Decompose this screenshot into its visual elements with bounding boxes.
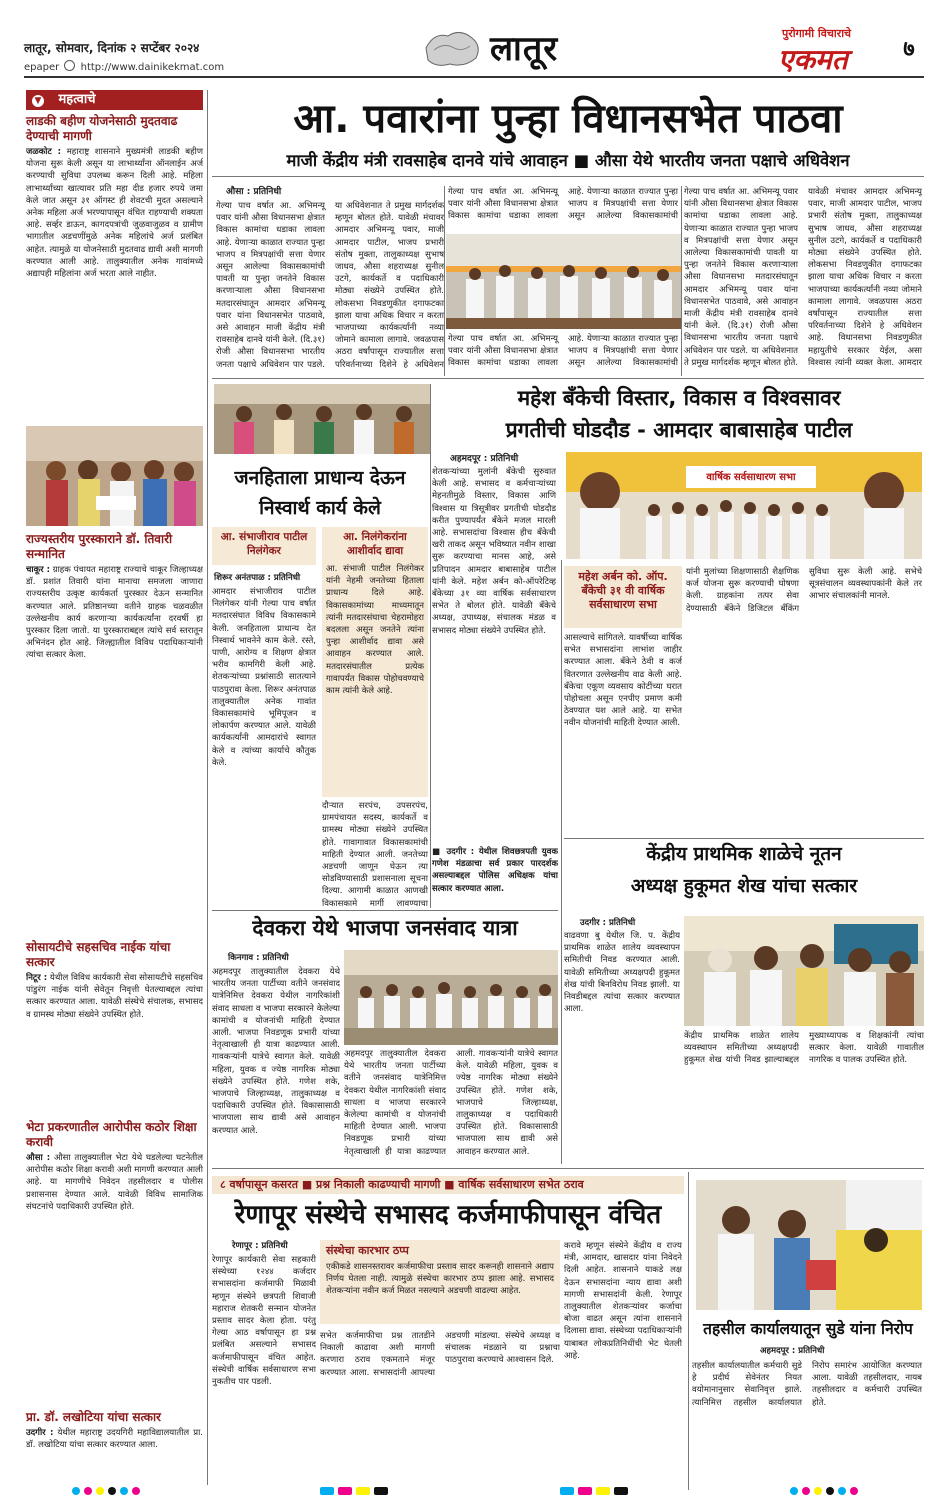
- lead-headline: आ. पवारांना पुन्हा विधानसभेत पाठवा: [293, 96, 843, 142]
- dateline: लातूर, सोमवार, दिनांक २ सप्टेंबर २०२४: [24, 41, 200, 55]
- renapur-body-text-2: सभेत कर्जमाफीचा प्रश्न तातडीने निकाली काढावा अशी मागणी करणारा ठराव एकमताने मंजूर करण्यात आला. सभासदांनी आपल्या अडचणी मांडल्या. संस्थेचे अध्यक्ष व संचालक मंडळाने या प्रश्नाचा पाठपुरावा करण्याचे आश्वासन दिले.: [320, 1331, 560, 1378]
- janahit-box-1-title: आ. संभाजीराव पाटील निलंगेकर: [220, 531, 308, 557]
- janahit-note: [432, 846, 558, 908]
- sidebar-header-label: महत्वाचे: [58, 92, 96, 107]
- lead-subheadline: माजी केंद्रीय मंत्री रावसाहेब दानवे यांचे आवाहन ■ औसा येथे भारतीय जनता पक्षाचे अधिवेशन: [286, 151, 850, 170]
- sidebar-story-1: [26, 114, 203, 431]
- renapur-body-text-3: रेणापूर तालुक्यातील शेतकऱ्यांवर कर्जाचा बोजा वाढत असून त्यांना शासनाने दिलासा द्यावा. संस्थेच्या पदाधिकाऱ्यांनी याबाबत लोकप्रतिनिधींची भेट घेतली आहे.: [564, 1289, 682, 1361]
- renapur-byline: रेणापूर : प्रतिनिधी: [232, 1241, 288, 1251]
- sidebar-story-5: [26, 1410, 203, 1477]
- sidebar-story-title: भेटा प्रकरणातील आरोपीस कठोर शिक्षा करावी: [26, 1120, 197, 1149]
- sidebar: [26, 90, 203, 1485]
- chevron-down-icon: ▼: [32, 95, 44, 107]
- epaper-row: [24, 60, 224, 73]
- bank-body-text-3: यांनी मुलांच्या शिक्षणासाठी शैक्षणिक कर्ज योजना सुरू करण्याची घोषणा केली. ग्राहकांना तत्पर सेवा देण्यासाठी बँकेने डिजिटल बँकिंग सुविधा सुरू केली आहे. सभेचे सूत्रसंचालन व्यवस्थापकांनी केले तर आभार संचालकांनी मानले.: [686, 567, 922, 614]
- shala-body-2: [684, 1030, 924, 1162]
- deokara-body-2: [344, 1048, 558, 1162]
- masthead: [0, 0, 945, 80]
- renapur-body-text-4: करावे म्हणून संस्थेने केंद्रीय व राज्य मंत्री, आमदार, खासदार यांना निवेदने दिली आहेत. शासनाने याकडे लक्ष देऊन सभासदांना न्याय द्यावा अशी मागणी सभासदांनी केली.: [564, 1241, 682, 1300]
- lead-photo: [446, 234, 682, 329]
- column-rule: [688, 1172, 689, 1490]
- sidebar-story-2: [26, 532, 203, 849]
- sidebar-body-text: औसा तालुक्यातील भेटा येथे घडलेल्या घटनेतील आरोपीस कठोर शिक्षा करावी अशी मागणी करण्यात आली आहे. या मागणीचे निवेदन तहसीलदार व पोलीस प्रशासनास देण्यात आले. यावेळी विविध सामाजिक संघटनांचे पदाधिकारी उपस्थित होते.: [26, 1153, 203, 1212]
- sidebar-dateline: औसा :: [26, 1153, 51, 1163]
- epaper-label: epaper: [24, 62, 60, 73]
- globe-icon: [64, 60, 75, 71]
- deokara-photo: [344, 950, 558, 1045]
- bank-side-label-text: महेश अर्बन को. ऑप. बँकेची ३१ वी वार्षिक सर्वसाधारण सभा: [578, 570, 668, 611]
- shala-headline-2: अध्यक्ष हुकूमत शेख यांचा सत्कार: [630, 875, 858, 897]
- janahit-body-2: [322, 800, 428, 908]
- janahit-note-text: ■ उदगीर : येथील शिवछत्रपती युवक गणेश मंडळाचा सर्व प्रकार पारदर्शक असल्याबद्दल पोलिस अधिक्षक यांचा सत्कार करण्यात आला.: [432, 847, 558, 894]
- tagline: पुरोगामी विचाराचे: [782, 27, 852, 40]
- sidebar-dateline: जळकोट :: [26, 147, 62, 157]
- nirop-body-text: तहसील कार्यालयातील कर्मचारी सुडे हे प्रदीर्घ सेवेनंतर नियत वयोमानानुसार सेवानिवृत्त झाले. त्यानिमित्त तहसील कार्यालयात निरोप समारंभ आयोजित करण्यात आला. यावेळी तहसीलदार, नायब तहसीलदार व कर्मचारी उपस्थित होते.: [692, 1361, 922, 1408]
- janahit-body-1: [212, 586, 316, 908]
- section-rule: [564, 838, 924, 839]
- janahit-headline-1: जनहिताला प्राधान्य देऊन: [234, 467, 406, 489]
- bank-headline-2: प्रगतीची घोडदौड - आमदार बाबासाहेब पाटील: [505, 418, 853, 442]
- renapur-kicker: [212, 1176, 684, 1194]
- bank-headline-1: महेश बँकेची विस्तार, विकास व विश्वसावर: [517, 386, 841, 410]
- janahit-box-2-title: आ. निलंगेकरांना आशीर्वाद द्यावा: [343, 531, 407, 557]
- shala-body-1: [564, 930, 680, 1162]
- janahit-box-1: [212, 527, 316, 565]
- deokara-body-text-1: अहमदपूर तालुक्यातील देवकरा येथे भारतीय जनता पार्टीच्या वतीने जनसंवाद यात्रेनिमित्त देवकरा येथील नागरिकांशी संवाद साधला व भाजपा सरकारने केलेल्या कामांची व योजनांची माहिती देण्यात आली. भाजपा निवडणूक प्रभारी यांच्या नेतृत्वाखाली ही यात्रा काढण्यात आली. गावकऱ्यांनी यात्रेचे स्वागत केले. यावेळी महिला, युवक व ज्येष्ठ नागरिक मोठ्या संख्येने उपस्थित होते. गणेश शके, भाजपाचे जिल्हाध्यक्ष, तालुकाध्यक्ष व पदाधिकारी उपस्थित होते. विकासासाठी भाजपाला साथ द्यावी असे आवाहन करण्यात आले.: [212, 967, 340, 1136]
- city-map-icon: [420, 26, 484, 70]
- page-number: ७: [903, 37, 915, 62]
- sidebar-story-body: [26, 564, 203, 849]
- renapur-kicker-text: ८ वर्षापासून कसरत ■ प्रश्न निकाली काढण्याची मागणी ■ वार्षिक सर्वसाधारण सभेत ठराव: [220, 1178, 584, 1191]
- sidebar-photo: [26, 426, 203, 526]
- deokara-body-text-2: अहमदपूर तालुक्यातील देवकरा येथे भारतीय जनता पार्टीच्या वतीने जनसंवाद यात्रेनिमित्त देवकरा येथील नागरिकांशी संवाद साधला व भाजपा सरकारने केलेल्या कामांची व योजनांची माहिती देण्यात आली. भाजपा निवडणूक प्रभारी यांच्या नेतृत्वाखाली ही यात्रा काढण्यात आली. गावकऱ्यांनी यात्रेचे स्वागत केले. यावेळी महिला, युवक व ज्येष्ठ नागरिक मोठ्या संख्येने उपस्थित होते. गणेश शके, भाजपाचे जिल्हाध्यक्ष, तालुकाध्यक्ष व पदाधिकारी उपस्थित होते. विकासासाठी भाजपाला साथ द्यावी असे आवाहन करण्यात आले.: [344, 1049, 558, 1157]
- renapur-body-2: [320, 1330, 560, 1490]
- sidebar-body-text: येथील विविध कार्यकारी सेवा सोसायटीचे सहसचिव पांडुरंग नाईक यांनी सेवेतून निवृत्ती घेतल्याबद्दल त्यांचा सत्कार करण्यात आला. यावेळी संस्थेचे संचालक, सभासद व ग्रामस्थ मोठ्या संख्येने उपस्थित होते.: [26, 973, 203, 1020]
- deokara-body-1: [212, 966, 340, 1162]
- janahit-byline: शिरूर अनंतपाळ : प्रतिनिधी: [214, 573, 301, 583]
- shala-body-text-2: केंद्रीय प्राथमिक शाळेत शालेय व्यवस्थापन समितीच्या अध्यक्षपदी हुकूमत शेख यांची निवड झाल्याबद्दल मुख्याध्यापक व शिक्षकांनी त्यांचा सत्कार केला. यावेळी गावातील नागरिक व पालक उपस्थित होते.: [684, 1031, 924, 1066]
- sidebar-body-text: येथील महाराष्ट्र उदयगिरी महाविद्यालयातील प्रा. डॉ. लखोटिया यांचा सत्कार करण्यात आला.: [26, 1428, 203, 1451]
- lead-body-col-2: [448, 186, 678, 232]
- registration-marks-center: [320, 1487, 388, 1495]
- column-rule: [444, 186, 445, 376]
- city-name: लातूर: [490, 29, 559, 69]
- nirop-byline: अहमदपूर : प्रतिनिधी: [760, 1346, 825, 1356]
- column-rule: [430, 384, 431, 908]
- bank-body-text-2: आसल्याचे सांगितले. यावर्षीच्या वार्षिक सभेत सभासदांना लाभांश जाहीर करण्यात आला. बँकेने ठेवी व कर्ज वितरणात उल्लेखनीय वाढ केली आहे. बँकेचा एकूण व्यवसाय कोटींच्या घरात पोहोचला असून एनपीए प्रमाण कमी ठेवण्यात यश आले आहे. या सभेत नवीन योजनांची माहिती देण्यात आली.: [564, 633, 682, 729]
- janahit-box-2: [322, 527, 428, 797]
- bank-banner-text: वार्षिक सर्वसाधारण सभा: [706, 472, 796, 483]
- sidebar-story-title: लाडकी बहीण योजनेसाठी मुदतवाढ देण्याची मागणी: [26, 114, 178, 143]
- sidebar-story-title: प्रा. डॉ. लखोटिया यांचा सत्कार: [26, 1410, 161, 1424]
- janahit-headline-2: निस्वार्थ कार्य केले: [259, 497, 381, 519]
- sidebar-dateline: उदगीर :: [26, 1428, 54, 1438]
- lead-byline: औसा : प्रतिनिधी: [226, 187, 282, 197]
- deokara-headline: देवकरा येथे भाजपा जनसंवाद यात्रा: [252, 916, 518, 940]
- deokara-byline: किनगाव : प्रतिनिधी: [228, 953, 289, 963]
- nirop-body: [692, 1360, 922, 1490]
- sidebar-dateline: चाकूर :: [26, 565, 51, 575]
- section-rule: [212, 378, 924, 379]
- sidebar-body-text: महाराष्ट्र शासनाने मुख्यमंत्री लाडकी बहीण योजना सुरू केली असून या लाभार्थ्यांना ऑनलाईन अर्ज करण्याची सुविधा उपलब्ध करून दिली आहे. महिला लाभार्थ्यांच्या खात्यावर प्रति महा दीड हजार रुपये जमा केले जात असून ३१ ऑगस्ट ही शेवटची मुदत असल्याने अनेक महिला अर्ज भरण्यापासून वंचित राहण्याची शक्यता आहे. सर्व्हर डाऊन, कागदपत्रांची जुळवाजुळव व ग्रामीण भागातील अडचणींमुळे अनेक महिलांचे अर्ज प्रलंबित आहेत. त्यामुळे या योजनेसाठी मुदतवाढ द्यावी अशी मागणी करण्यात आली आहे. तालुक्यातील अनेक गावांमध्ये अद्यापही महिलांना अर्ज भरता आले नाहीत.: [26, 147, 203, 280]
- bank-body-3: [686, 566, 922, 838]
- lead-body-col-4: [684, 186, 922, 374]
- janahit-body-text-2: दौऱ्यात सरपंच, उपसरपंच, ग्रामपंचायत सदस्य, कार्यकर्ते व ग्रामस्थ मोठ्या संख्येने उपस्थित होते. गावागावात विकासकामांची माहिती देण्यात आली. जनतेच्या अडचणी जाणून घेऊन त्या सोडविण्यासाठी प्रशासनाला सूचना दिल्या. आगामी काळात आणखी विकासकामे मार्गी लावण्याचा: [322, 801, 428, 908]
- sidebar-divider: [207, 90, 208, 1485]
- bank-body-text-1: शेतकऱ्यांच्या मुलांनी बँकेची सुरुवात केली आहे. सभासद व कर्मचाऱ्यांच्या मेहनतीमुळे विस्तार, विकास आणि विश्वास या त्रिसूत्रीवर प्रगतीची घोडदौड करीत पुण्यापर्यंत बँकेने मजल मारली आहे. सभासदांचा विश्वास हीच बँकेची खरी ताकद असून भविष्यात नवीन शाखा सुरू करण्याचा मानस आहे, असे प्रतिपादन आमदार बाबासाहेब पाटील यांनी केले. महेश अर्बन को-ऑपरेटिव्ह बँकेच्या ३१ व्या वार्षिक सर्वसाधारण सभेत ते बोलत होते. यावेळी बँकेचे अध्यक्ष, उपाध्यक्ष, संचालक मंडळ व सभासद मोठ्या संख्येने उपस्थित होते.: [432, 467, 556, 636]
- renapur-box-title: संस्थेचा कारभार ठप्प: [326, 1244, 409, 1257]
- sidebar-story-3: [26, 940, 203, 1117]
- column-rule: [681, 186, 682, 376]
- lead-body-col-3: [448, 333, 678, 375]
- lead-sub-rule: [212, 176, 924, 177]
- epaper-link[interactable]: http://www.dainikekmat.com: [80, 62, 225, 73]
- janahit-body-text-1: आमदार संभाजीराव पाटील निलंगेकर यांनी गेल्या पाच वर्षात मतदारसंघात विविध विकासकामे केली. जनहिताला प्राधान्य देत निस्वार्थ भावनेने काम केले. रस्ते, पाणी, आरोग्य व शिक्षण क्षेत्रात भरीव कामगिरी केली आहे. शेतकऱ्यांच्या प्रश्नांसाठी सातत्याने पाठपुरावा केला. शिरूर अनंतपाळ तालुक्यातील अनेक गावांत विकासकामांचे भूमिपूजन व लोकार्पण करण्यात आले. यावेळी कार्यकर्त्यांनी आमदारांचे स्वागत केले व त्यांच्या कार्याचे कौतुक केले.: [212, 587, 316, 768]
- sidebar-story-body: [26, 146, 203, 431]
- sidebar-story-body: [26, 1427, 203, 1477]
- lead-body-text-cont: गेल्या पाच वर्षात आ. अभिमन्यू पवार यांनी औसा विधानसभा क्षेत्रात विकास कामांचा धडाका लावला आहे. येणाऱ्या काळात राज्यात पुन्हा भाजप व मित्रपक्षांची सत्ता येणार असून आलेल्या विकासकामांची: [448, 187, 678, 222]
- renapur-body-1: [212, 1254, 316, 1490]
- janahit-photo: [214, 384, 430, 454]
- sidebar-dateline: निटूर :: [26, 973, 48, 983]
- registration-marks-center-2: [560, 1487, 628, 1495]
- shala-body-text-1: वाढवणा बु येथील जि. प. केंद्रीय प्राथमिक शाळेत शालेय व्यवस्थापन समितीची निवड करण्यात आली. यावेळी समितीच्या अध्यक्षपदी हुकूमत शेख यांची बिनविरोध निवड झाली. या निवडीबद्दल त्यांचा सत्कार करण्यात आला.: [564, 931, 680, 1015]
- shala-photo: [684, 916, 924, 1026]
- sidebar-body-text: ग्राहक पंचायत महाराष्ट्र राज्याचे चाकूर जिल्हाध्यक्ष डॉ. प्रशांत तिवारी यांना मानाचा समजला जाणारा राज्यस्तरीय उत्कृष्ट कार्यकर्ता पुरस्कार देऊन सन्मानित करण्यात आले. प्रतिष्ठानच्या वतीने ग्राहक चळवळीत उल्लेखनीय कार्य करणाऱ्या कार्यकर्त्यांना दरवर्षी हा पुरस्कार दिला जातो. या पुरस्काराबद्दल त्यांचे सर्व स्तरातून अभिनंदन होत आहे. जिल्ह्यातील विविध पदाधिकाऱ्यांनी त्यांचा सत्कार केला.: [26, 565, 203, 661]
- nirop-photo: [696, 1180, 922, 1310]
- lead-body-text-cont2: गेल्या पाच वर्षात आ. अभिमन्यू पवार यांनी औसा विधानसभा क्षेत्रात विकास कामांचा धडाका लावला आहे. येणाऱ्या काळात राज्यात पुन्हा भाजप व मित्रपक्षांची सत्ता येणार असून आलेल्या विकासकामांची: [448, 334, 678, 369]
- section-rule: [212, 1168, 924, 1169]
- renapur-body-3: [564, 1240, 682, 1490]
- lead-body-text: गेल्या पाच वर्षात आ. अभिमन्यू पवार यांनी औसा विधानसभा क्षेत्रात विकास कामांचा धडाका लावला आहे. येणाऱ्या काळात राज्यात पुन्हा भाजप व मित्रपक्षांची सत्ता येणार असून आलेल्या विकासकामांची पावती या पुन्हा जनतेने विकास करणाऱ्याला औसा विधानसभा मतदारसंघातून आमदार अभिमन्यू पवार यांना विधानसभेत पाठवावे, असे आवाहन माजी केंद्रीय मंत्री रावसाहेब दानवे यांनी केले. (दि.३१) रोजी औसा विधानसभा भारतीय जनता पक्षाचे अधिवेशन पार पडले. या अधिवेशनात ते प्रमुख मार्गदर्शक म्हणून बोलत होते. यावेळी मंचावर आमदार अभिमन्यू पवार, माजी आमदार पाटील, भाजप प्रभारी संतोष मुक्ता, तालुकाध्यक्ष सुभाष जाधव, औसा शहराध्यक्ष सुनील उटगे, कार्यकर्ते व पदाधिकारी मोठ्या संख्येने उपस्थित होते. लोकसभा निवडणुकीत दगाफटका झाला याचा अधिक विचार न करता भाजपाच्या कार्यकर्त्यांनी नव्या जोमाने कामाला लागावे. जवळपास अठरा वर्षांपासून राज्यातील सत्ता परिवर्तनाच्या दिशेने हे अधिवेशन: [216, 201, 444, 370]
- janahit-box-2-body: आ. संभाजी पाटील निलंगेकर यांनी नेहमी जनतेच्या हिताला प्राधान्य दिले आहे. विकासकामांच्या माध्यमातून त्यांनी मतदारसंघाचा चेहरामोहरा बदलला असून जनतेने त्यांना पुन्हा आशीर्वाद द्यावा असे आवाहन करण्यात आले. मतदारसंघातील प्रत्येक गावापर्यंत विकास पोहोचवण्याचे काम त्यांनी केले आहे.: [326, 564, 424, 697]
- bank-body-1: [432, 466, 556, 906]
- paper-logo: एकमत: [778, 43, 848, 76]
- bank-side-label: [564, 566, 682, 628]
- sidebar-story-title: सोसायटीचे सहसचिव नाईक यांचा सत्कार: [26, 940, 171, 969]
- shala-byline: उदगीर : प्रतिनिधी: [580, 918, 636, 928]
- bank-byline: अहमदपूर : प्रतिनिधी: [450, 454, 519, 464]
- bank-photo: [566, 452, 922, 559]
- column-rule: [561, 560, 562, 1164]
- lead-body-col-1: [216, 200, 444, 375]
- renapur-headline: रेणापूर संस्थेचे सभासद कर्जमाफीपासून वंचित: [234, 1200, 662, 1230]
- sidebar-story-body: [26, 1152, 203, 1407]
- masthead-rule: [24, 76, 924, 78]
- registration-marks-right: [790, 1487, 858, 1495]
- renapur-box: [320, 1240, 560, 1324]
- nirop-headline: तहसील कार्यालयातून सुडे यांना निरोप: [703, 1320, 913, 1338]
- sidebar-story-body: [26, 972, 203, 1117]
- registration-marks-left: [72, 1487, 140, 1495]
- shala-headline-1: केंद्रीय प्राथमिक शाळेचे नूतन: [646, 843, 842, 865]
- section-rule: [212, 910, 558, 911]
- sidebar-story-title: राज्यस्तरीय पुरस्काराने डॉ. तिवारी सन्मानित: [26, 532, 173, 561]
- renapur-body-text-1: रेणापूर कार्यकारी सेवा सहकारी संस्थेच्या १२४४ कर्जदार सभासदांना कर्जमाफी मिळावी म्हणून संस्थेने छत्रपती शिवाजी महाराज शेतकरी सन्मान योजनेत प्रस्ताव सादर केला होता. परंतु गेल्या आठ वर्षापासून हा प्रश्न प्रलंबित असल्याने सभासद कर्जमाफीपासून वंचित आहेत. संस्थेची वार्षिक सर्वसाधारण सभा नुकतीच पार पडली.: [212, 1255, 316, 1388]
- sidebar-header: [26, 90, 203, 110]
- renapur-box-body: एकीकडे शासनस्तरावर कर्जमाफीचा प्रस्ताव सादर करूनही शासनाने अद्याप निर्णय घेतला नाही. त्यामुळे संस्थेचा कारभार ठप्प झाला आहे. सभासद शेतकऱ्यांना नवीन कर्ज मिळत नसल्याने अडचणी वाढल्या आहेत.: [326, 1262, 554, 1297]
- sidebar-story-4: [26, 1120, 203, 1407]
- lead-body-text-cont3: गेल्या पाच वर्षात आ. अभिमन्यू पवार यांनी औसा विधानसभा क्षेत्रात विकास कामांचा धडाका लावला आहे. येणाऱ्या काळात राज्यात पुन्हा भाजप व मित्रपक्षांची सत्ता येणार असून आलेल्या विकासकामांची पावती या पुन्हा जनतेने विकास करणाऱ्याला औसा विधानसभा मतदारसंघातून आमदार अभिमन्यू पवार यांना विधानसभेत पाठवावे, असे आवाहन माजी केंद्रीय मंत्री रावसाहेब दानवे यांनी केले. (दि.३१) रोजी औसा विधानसभा भारतीय जनता पक्षाचे अधिवेशन पार पडले. या अधिवेशनात ते प्रमुख मार्गदर्शक म्हणून बोलत होते. यावेळी मंचावर आमदार अभिमन्यू पवार, माजी आमदार पाटील, भाजप प्रभारी संतोष मुक्ता, तालुकाध्यक्ष सुभाष जाधव, औसा शहराध्यक्ष सुनील उटगे, कार्यकर्ते व पदाधिकारी मोठ्या संख्येने उपस्थित होते. लोकसभा निवडणुकीत दगाफटका झाला याचा अधिक विचार न करता भाजपाच्या कार्यकर्त्यांनी नव्या जोमाने कामाला लागावे. जवळपास अठरा वर्षांपासून राज्यातील सत्ता परिवर्तनाच्या दिशेने हे अधिवेशन आहे. विधानसभा निवडणुकीत महायुतीचे सरकार येईल, असा विश्वास त्यांनी व्यक्त केला. आमदार: [684, 187, 922, 368]
